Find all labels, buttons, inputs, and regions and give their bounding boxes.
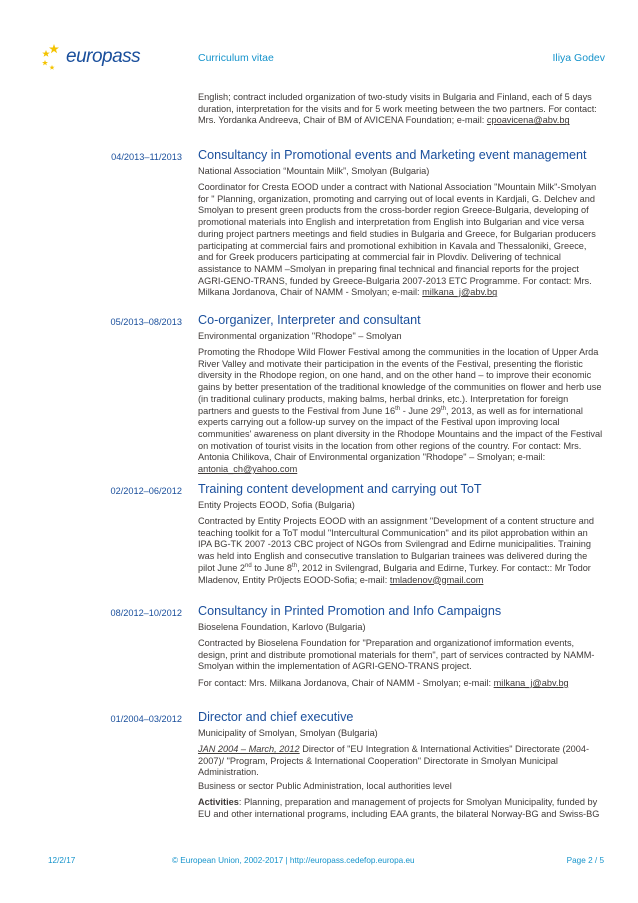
entry-description: Contracted by Entity Projects EOOD with an assignment "Development of a content structure and teaching toolkit for a ToT modul "Intercultural Communication" and its pilot approbation within an IPA BG-TK 2007 -2013 CBC project of NGOs from Svilengrad and Edirne municipalities. Training was held into English and consecutive translation to Bulgarian trainees was delivered during the pilot June 2nd to June 8th, 2012 in Svilengrad, Bulgaria and Edirne, Turkey. For contact:: Mr Todor Mladenov, Entity Pr0jects EOOD-Sofia; e-mail: tmladenov@gmail.com — [198, 516, 594, 585]
footer-page-number: Page 2 / 5 — [566, 856, 604, 865]
footer-date: 12/2/17 — [48, 856, 76, 865]
entry-employer: Entity Projects EOOD, Sofia (Bulgaria) — [198, 500, 355, 510]
entry-employer: Municipality of Smolyan, Smolyan (Bulgaria) — [198, 728, 378, 738]
entry-contact: For contact: Mrs. Milkana Jordanova, Chair of NAMM - Smolyan; e-mail: milkana_j@abv.bg — [198, 678, 569, 688]
entry-title: Consultancy in Printed Promotion and Info Campaigns — [198, 604, 502, 618]
email-link[interactable]: milkana_j@abv.bg — [493, 678, 569, 688]
entry-employer: Bioselena Foundation, Karlovo (Bulgaria) — [198, 622, 366, 632]
entry-activities: Activities: Planning, preparation and management of projects for Smolyan Municipality, funded by EU and other international programs, including EAA grants, the bilateral Norway-BG and Swiss-BG — [198, 797, 600, 819]
entry-title: Training content development and carrying out ToT — [198, 482, 482, 496]
entry-sector: Business or sector Public Administration, local authorities level — [198, 781, 452, 791]
intro-paragraph: English; contract included organization of two-study visits in Bulgaria and Finland, each of 5 days duration, interpretation for the visits and for 5 work meeting between the two partners. For contact: Mrs. Yordanka Andreeva, Chair of BM of AVICENA Foundation; e-mail: cpoavicena@abv.bg — [198, 92, 597, 126]
entry-dates: 01/2004–03/2012 — [110, 714, 182, 724]
entry-title: Co-organizer, Interpreter and consultant — [198, 313, 421, 327]
entry-dates: 08/2012–10/2012 — [110, 608, 182, 618]
entry-description: Promoting the Rhodope Wild Flower Festival among the communities in the location of Upper Arda River Valley and motivate their participation in the events of the Festival, presenting the floristic diversity in the Rhodope region, on one hand, and on the other hand – to improve their economic gains by better presentation of the traditional knowledge of the communities on flower and herb use (in traditional culinary products, making balms, herbal drinks, etc.). Interpretation for foreign partners and guests to the Festival from June 16th - June 29th, 2013, as well as for international experts carrying out a follow-up survey on the impact of the Festival upon improving local communities' awareness on plant diversity in the Rhodope Mountains and the impact of the Festival on motivation of tourist visits in the location from other regions of the country. For contact: Mrs. Antonia Chilikova, Chair of Environmental organization "Rhodope" – Smolyan; e-mail: antonia_ch@yahoo.com — [198, 347, 603, 475]
email-link[interactable]: cpoavicena@abv.bg — [486, 115, 570, 126]
entry-period: JAN 2004 – March, 2012 — [198, 744, 300, 754]
europass-logo-text: europass — [66, 46, 141, 67]
entry-dates: 04/2013–11/2013 — [111, 152, 182, 162]
document-type: Curriculum vitae — [198, 52, 274, 64]
entry-dates: 05/2013–08/2013 — [110, 317, 182, 327]
entry-dates: 02/2012–06/2012 — [110, 486, 182, 496]
entry-description: Contracted by Bioselena Foundation for "Preparation and organizationof imformation events, design, print and distribute promotional materials for them", part of services contracted by NAMM-Smolyan within the implementation of AGRI-GENO-TRANS project. — [198, 638, 595, 672]
entry-title: Director and chief executive — [198, 710, 354, 724]
email-link[interactable]: antonia_ch@yahoo.com — [198, 464, 298, 475]
entry-employer: Environmental organization "Rhodope" – Smolyan — [198, 331, 402, 341]
email-link[interactable]: milkana_j@abv.bg — [422, 287, 498, 298]
entry-description: Coordinator for Cresta EOOD under a contract with National Association "Mountain Milk"-Smolyan for " Planning, organization, promoting and carrying out of local events in Kardjali, G. Delchev and Smolyan to present green products from the cross-border region Greece-Bulgaria, developing of promotional materials into English and interpretation from English into Bulgarian and vice versa during project partners meetings and field studies in Bulgaria and Greece, for Bulgarian producers participating at commercial fairs and promotional exhibition in Kavala and Thessaloniki, Greece, and for Greek producers participating at commercial fair in Plovdiv. Delivering of technical assistance to NAMM –Smolyan in preparing final technical and financial reports for the project AGRI-GENO-TRANS, funded by Greece-Bulgaria 2007-2013 ETC Programme. For contact: Mrs. Milkana Jordanova, Chair of NAMM - Smolyan; e-mail: milkana_j@abv.bg — [198, 182, 597, 298]
entry-description: JAN 2004 – March, 2012 Director of "EU Integration & International Activities" Directorate (2004-2007)/ "Program, Projects & International Cooperation" Directorate in Smolyan Municipal Administration. — [198, 744, 590, 778]
candidate-name: Iliya Godev — [552, 52, 605, 64]
activities-label: Activities — [198, 797, 239, 807]
entry-title: Consultancy in Promotional events and Marketing event management — [198, 148, 587, 162]
entry-employer: National Association “Mountain Milk”, Smolyan (Bulgaria) — [198, 166, 430, 176]
footer-copyright: © European Union, 2002-2017 | http://europass.cedefop.europa.eu — [172, 856, 415, 865]
email-link[interactable]: tmladenov@gmail.com — [389, 574, 484, 585]
page-header — [0, 0, 638, 80]
